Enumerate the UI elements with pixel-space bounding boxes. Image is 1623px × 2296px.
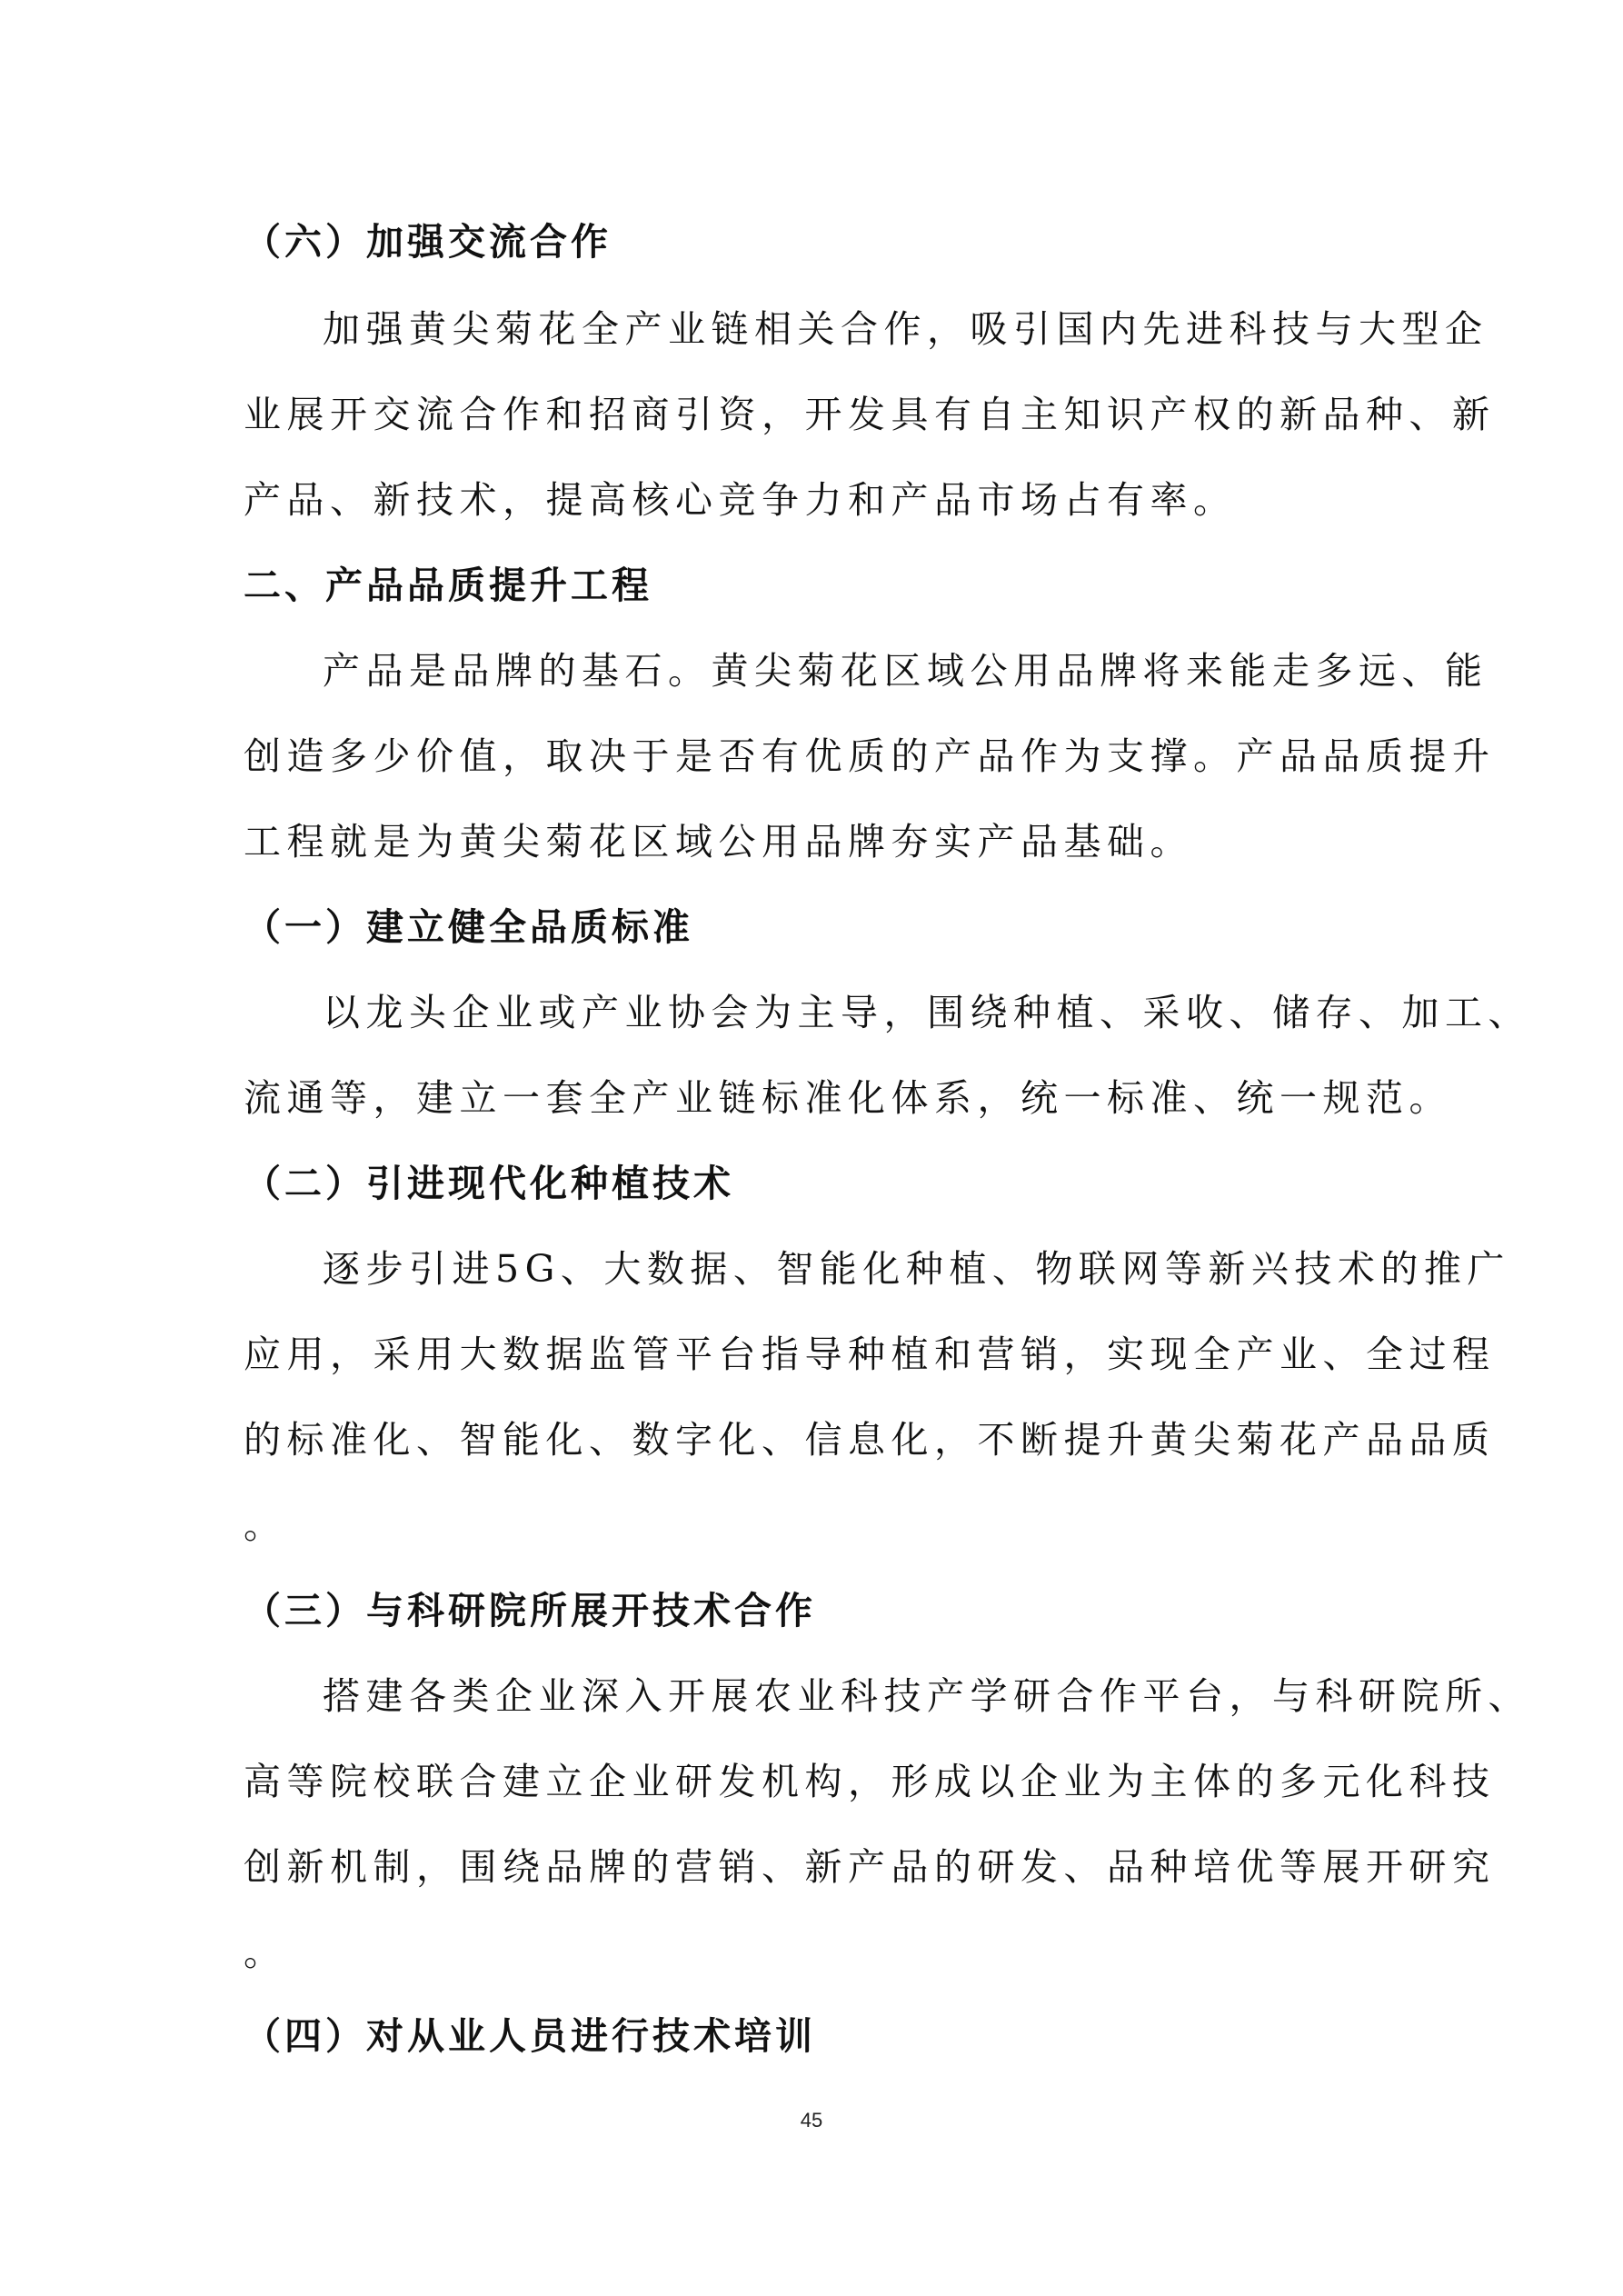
paragraph-line: 搭建各类企业深入开展农业科技产学研合作平台，与科研院所、 bbox=[323, 1674, 1531, 1718]
paragraph-line: 以龙头企业或产业协会为主导，围绕种植、采收、储存、加工、 bbox=[323, 991, 1531, 1034]
section-heading-3: （三）与科研院所展开技术合作 bbox=[244, 1589, 816, 1632]
section-heading-4: （四）对从业人员进行技术培训 bbox=[244, 2014, 816, 2058]
page-number: 45 bbox=[800, 2109, 823, 2131]
paragraph-line: 。 bbox=[244, 1931, 287, 1974]
paragraph-line: 产品、新技术，提高核心竞争力和产品市场占有率。 bbox=[244, 478, 1237, 522]
paragraph-line: 。 bbox=[244, 1503, 287, 1547]
paragraph-line: 产品是品牌的基石。黄尖菊花区域公用品牌将来能走多远、能 bbox=[323, 649, 1489, 693]
paragraph-line: 业展开交流合作和招商引资，开发具有自主知识产权的新品种、新 bbox=[244, 393, 1496, 436]
section-heading-6: （六）加强交流合作 bbox=[244, 220, 612, 264]
paragraph-line: 应用，采用大数据监管平台指导种植和营销，实现全产业、全过程 bbox=[244, 1333, 1496, 1376]
paragraph-line: 流通等，建立一套全产业链标准化体系，统一标准、统一规范。 bbox=[244, 1076, 1452, 1120]
paragraph-line: 高等院校联合建立企业研发机构，形成以企业为主体的多元化科技 bbox=[244, 1760, 1496, 1803]
chapter-heading-2: 二、产品品质提升工程 bbox=[244, 564, 652, 607]
paragraph-line: 的标准化、智能化、数字化、信息化，不断提升黄尖菊花产品品质 bbox=[244, 1418, 1496, 1462]
paragraph-line: 创造多少价值，取决于是否有优质的产品作为支撑。产品品质提升 bbox=[244, 734, 1496, 778]
section-heading-1: （一）建立健全品质标准 bbox=[244, 905, 693, 949]
section-heading-2: （二）引进现代化种植技术 bbox=[244, 1162, 734, 1205]
paragraph-line: 逐步引进5G、大数据、智能化种植、物联网等新兴技术的推广 bbox=[323, 1247, 1510, 1291]
paragraph-line: 加强黄尖菊花全产业链相关合作，吸引国内先进科技与大型企 bbox=[323, 307, 1489, 351]
paragraph-line: 创新机制，围绕品牌的营销、新产品的研发、品种培优等展开研究 bbox=[244, 1845, 1496, 1889]
paragraph-line: 工程就是为黄尖菊花区域公用品牌夯实产品基础。 bbox=[244, 820, 1193, 863]
